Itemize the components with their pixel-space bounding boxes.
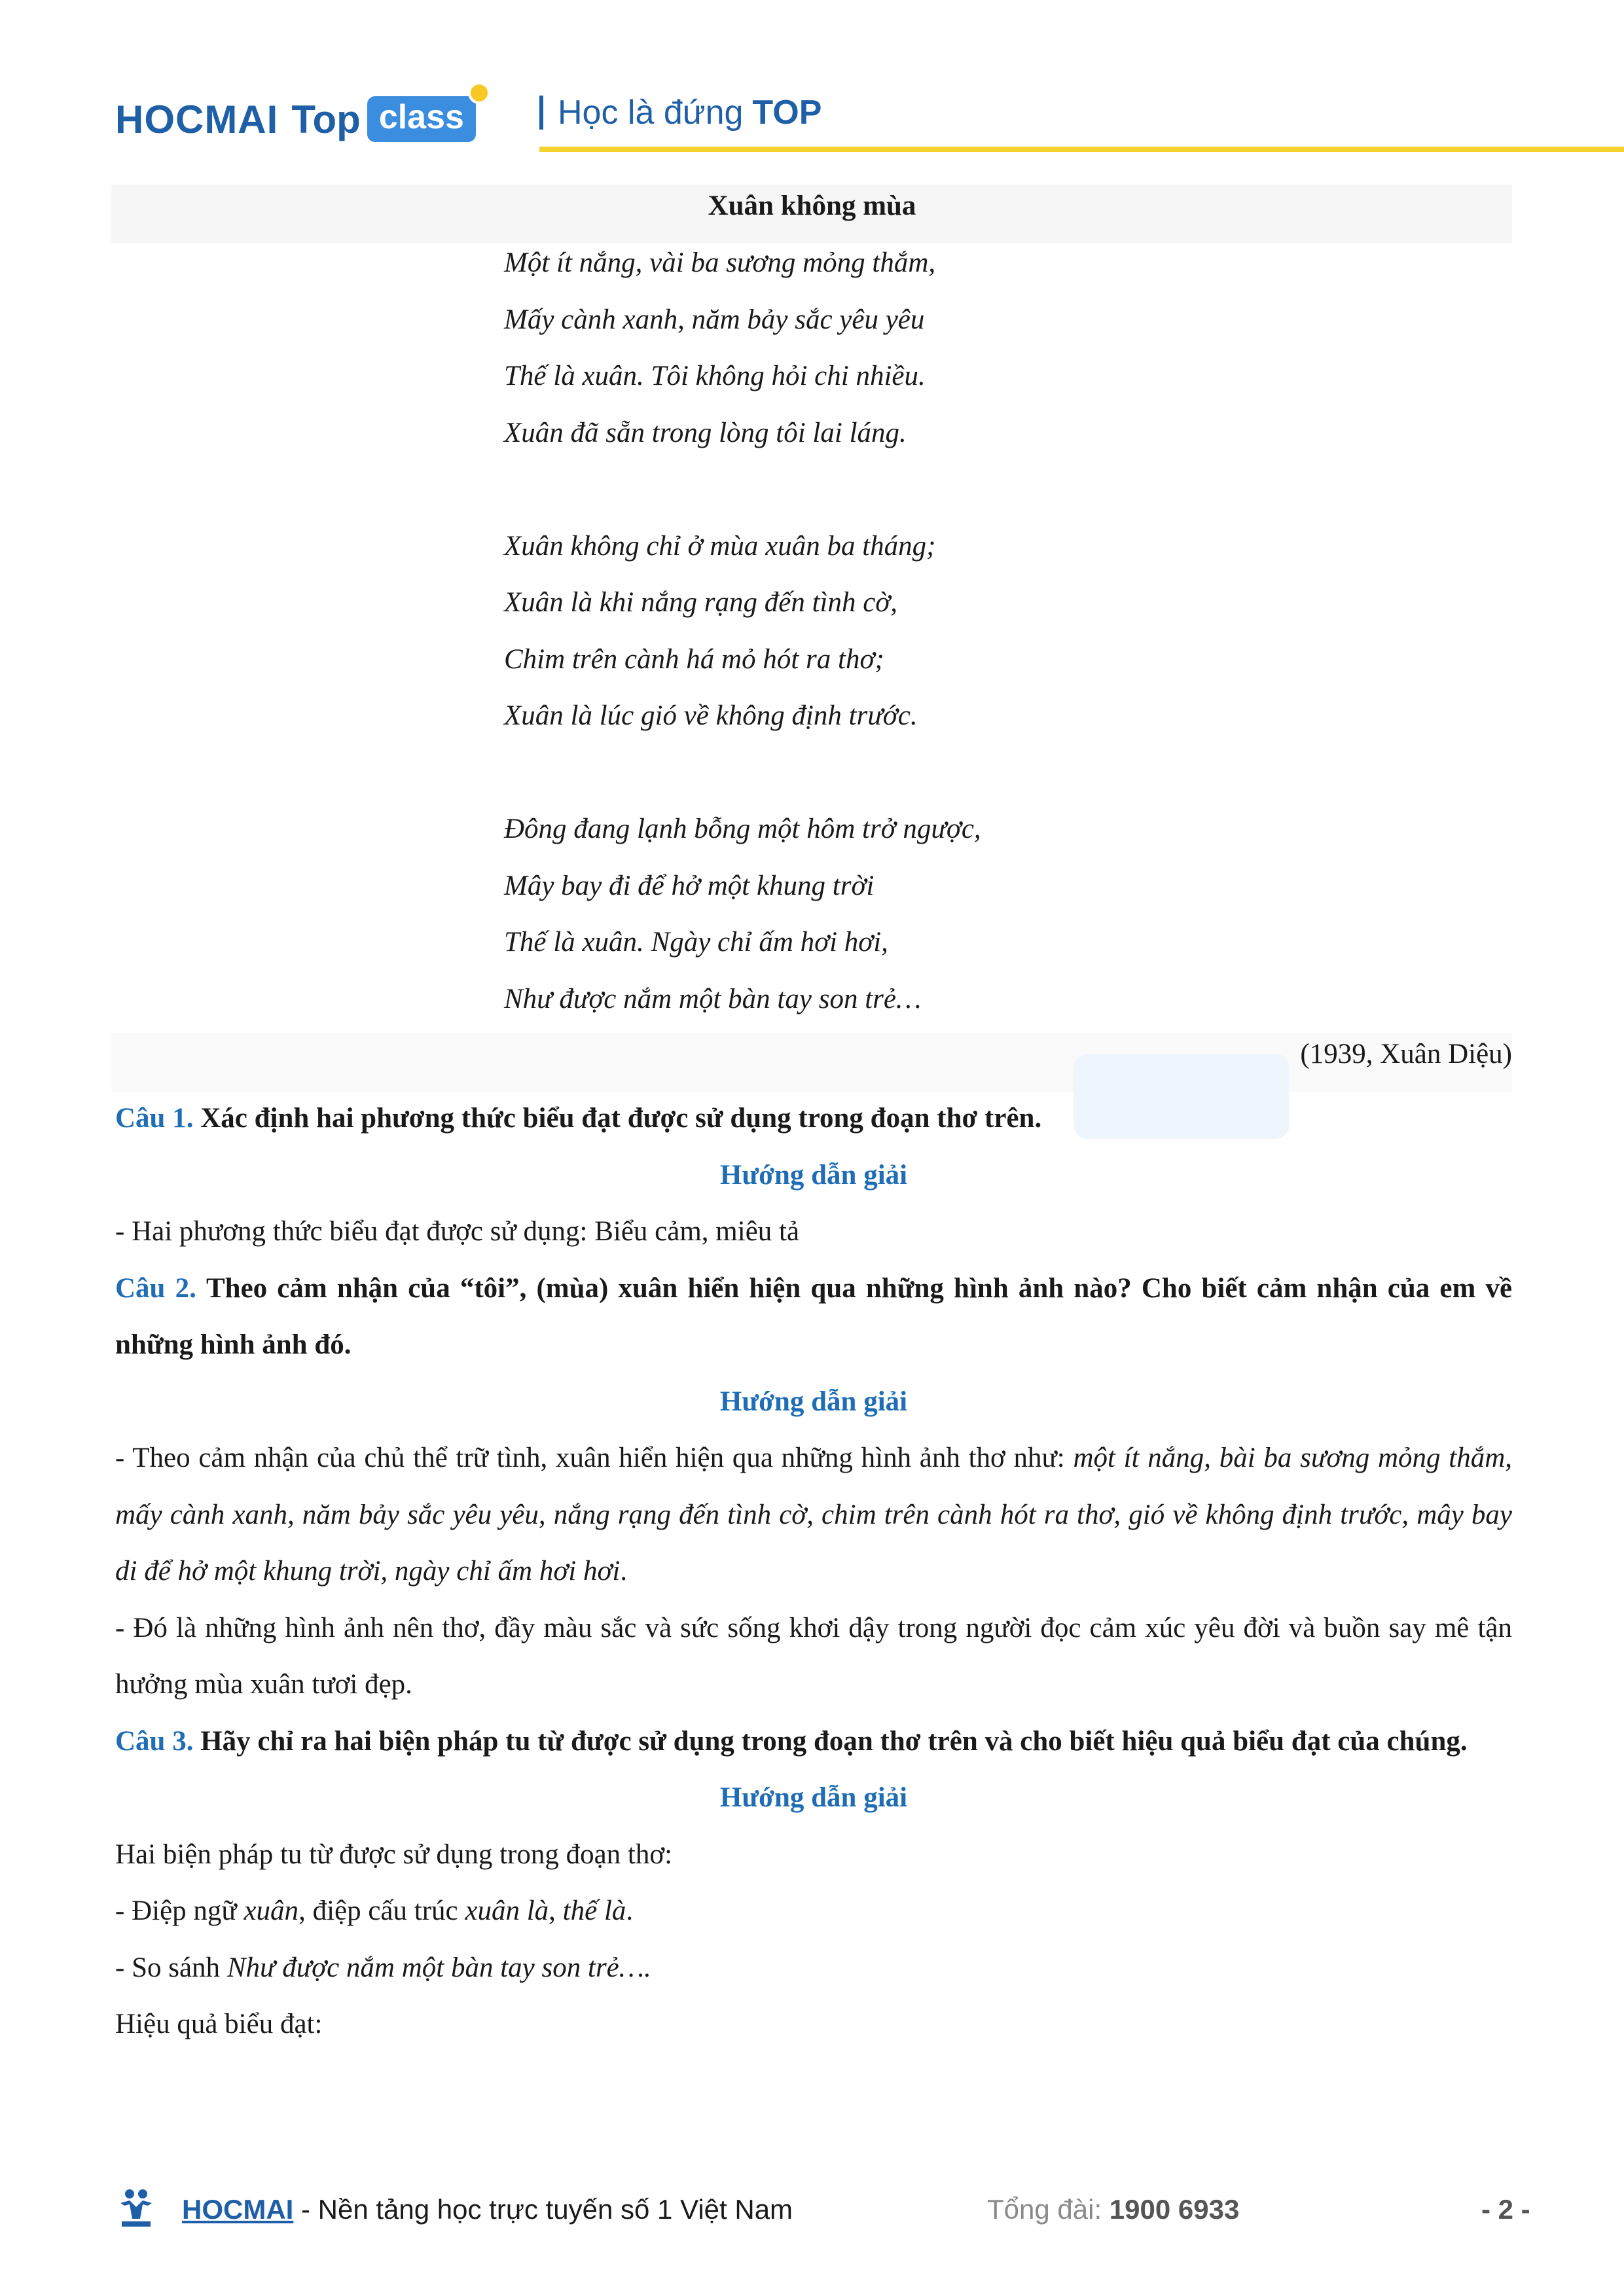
hocmai-logo-icon: [115, 2187, 157, 2229]
question-text: Xác định hai phương thức biểu đạt được sử dụng trong đoạn thơ trên.: [200, 1103, 1042, 1134]
poem-line: Xuân không chỉ ở mùa xuân ba tháng;: [504, 530, 936, 562]
answer-text: ,: [549, 1895, 563, 1926]
tagline-text: Học là đứng: [558, 94, 744, 132]
footer-brand-link[interactable]: HOCMAI: [182, 2194, 294, 2225]
poem-line: Thế là xuân. Tôi không hỏi chi nhiều.: [504, 361, 926, 391]
stanza-gap: [504, 467, 981, 524]
guide-heading: Hướng dẫn giải: [719, 1386, 908, 1417]
poem-line: Xuân là lúc gió về không định trước.: [504, 700, 918, 731]
logo-class-text: class: [378, 98, 464, 136]
answer-text: - Theo cảm nhận của chủ thể trữ tình, xuân hiển hiện qua những hình ảnh thơ như:: [115, 1443, 1074, 1473]
guide-heading: Hướng dẫn giải: [719, 1159, 908, 1191]
answer-italic: xuân: [244, 1895, 299, 1926]
poem-line: Xuân đã sẵn trong lòng tôi lai láng.: [504, 417, 907, 448]
logo-class-badge: [367, 96, 476, 142]
poem-line: Một ít nắng, vài ba sương mỏng thắm,: [504, 247, 936, 278]
question-label: Câu 3.: [115, 1725, 194, 1757]
poem-line: Thế là xuân. Ngày chỉ ấm hơi hơi,: [504, 927, 888, 958]
questions-section: [115, 1090, 1512, 2053]
footer-hotline: [987, 2194, 1239, 2225]
header-underline: [539, 147, 1624, 152]
question-text: Hãy chỉ ra hai biện pháp tu từ được sử dụng trong đoạn thơ trên và cho biết hiệu quả biểu đạt của chúng.: [200, 1725, 1468, 1757]
answer-paragraph: - Đó là những hình ảnh nên thơ, đầy màu sắc và sức sống khơi dậy trong người đọc cảm xúc yêu đời và buồn say mê tận hưởng mùa xuân tươi đẹp.: [115, 1612, 1512, 1700]
answer-italic: Như được nắm một bàn tay son trẻ….: [226, 1952, 651, 1983]
poem-line: Mây bay đi để hở một khung trời: [504, 870, 875, 901]
hocmai-topclass-logo: [115, 93, 476, 145]
question-2: [115, 1261, 1512, 1374]
hotline-label: Tổng đài:: [987, 2194, 1110, 2225]
question-3: [115, 1713, 1512, 1770]
sun-icon: [468, 82, 490, 104]
poem-line: Đông đang lạnh bỗng một hôm trở ngược,: [504, 814, 981, 844]
poem-line: Như được nắm một bàn tay son trẻ…: [504, 983, 922, 1014]
answer-text: - Điệp ngữ: [115, 1895, 244, 1926]
answer-paragraph: Hiệu quả biểu đạt:: [115, 2009, 323, 2039]
poem-body: [504, 241, 981, 1033]
question-label: Câu 2.: [115, 1272, 196, 1304]
poem-line: Mấy cành xanh, năm bảy sắc yêu yêu: [504, 304, 925, 335]
answer-paragraph: - Hai phương thức biểu đạt được sử dụng: Biểu cảm, miêu tả: [115, 1216, 800, 1247]
answer-italic: xuân là: [465, 1895, 549, 1926]
answer-text: .: [626, 1895, 634, 1926]
answer-quoted-images: một ít nắng, bài ba sương mỏng thắm, mấy cành xanh, năm bảy sắc yêu yêu, nắng rạng đến tình cờ, chim trên cành hót ra thơ, gió về không định trước, mây bay di để hở một khung trời, ngày chỉ ấm hơi hơi: [115, 1443, 1512, 1587]
tagline-divider: [539, 96, 543, 130]
stanza-gap: [504, 751, 981, 808]
answer-text: .: [620, 1556, 628, 1587]
guide-heading: Hướng dẫn giải: [719, 1782, 908, 1813]
hotline-number: 1900 6933: [1109, 2194, 1240, 2225]
answer-paragraph: [115, 1940, 1512, 1997]
logo-top-text: Top: [291, 97, 361, 141]
question-text: Theo cảm nhận của “tôi”, (mùa) xuân hiển hiện qua những hình ảnh nào? Cho biết cảm nhận của em về những hình ảnh đó.: [115, 1272, 1513, 1360]
poem-title: Xuân không mùa: [708, 190, 916, 221]
poem-line: Chim trên cành há mỏ hót ra thơ;: [504, 643, 884, 675]
header-tagline: [539, 93, 821, 132]
answer-paragraph: Hai biện pháp tu từ được sử dụng trong đoạn thơ:: [115, 1839, 673, 1870]
answer-text: - So sánh: [115, 1952, 227, 1983]
footer-slogan: - Nền tảng học trực tuyến số 1 Việt Nam: [293, 2194, 793, 2225]
answer-text: , điệp cấu trúc: [298, 1895, 465, 1926]
page-footer: [115, 2185, 1542, 2237]
answer-paragraph: [115, 1430, 1512, 1600]
footer-slogan-line: [182, 2194, 793, 2225]
poem-attribution: (1939, Xuân Diệu): [1300, 1039, 1512, 1069]
logo-hocmai-text: HOCMAI: [115, 97, 279, 141]
page-header: [115, 73, 1555, 158]
tagline-bold: TOP: [752, 94, 822, 132]
question-label: Câu 1.: [115, 1103, 194, 1134]
answer-italic: thế là: [562, 1895, 626, 1926]
question-1: [115, 1090, 1512, 1147]
poem-line: Xuân là khi nắng rạng đến tình cờ,: [504, 587, 897, 618]
answer-paragraph: [115, 1883, 1512, 1940]
page-number: - 2 -: [1481, 2194, 1530, 2225]
